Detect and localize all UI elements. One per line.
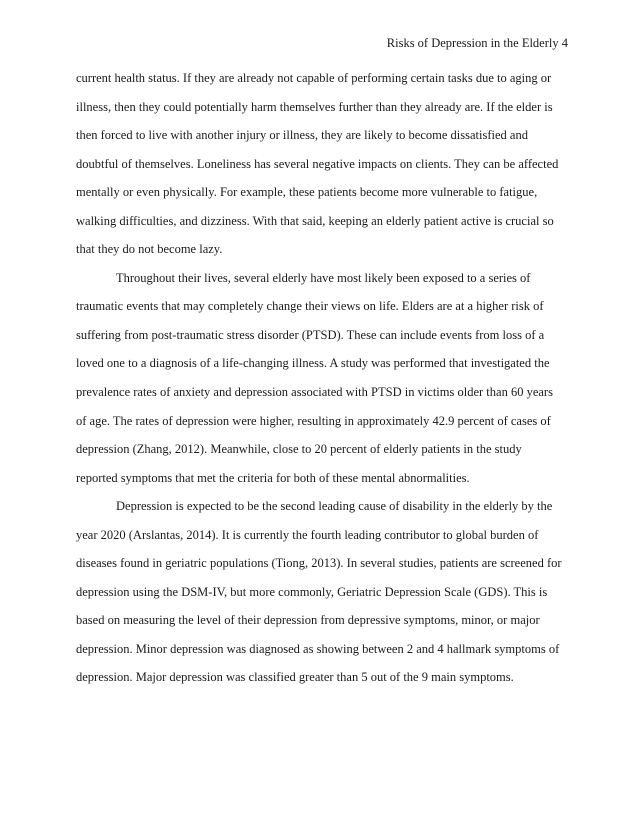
paragraph-2-line-5: prevalence rates of anxiety and depression associated with PTSD in victims older than 60 years — [76, 385, 553, 400]
paragraph-3-line-2: year 2020 (Arslantas, 2014). It is currently the fourth leading contributor to global burden of — [76, 527, 539, 542]
paragraph-1-line-3: then forced to live with another injury or illness, they are likely to become dissatisfied and — [76, 128, 528, 143]
paragraph-2-line-4: loved one to a diagnosis of a life-changing illness. A study was performed that investigated the — [76, 356, 550, 371]
paragraph-2-line-8: reported symptoms that met the criteria for both of these mental abnormalities. — [76, 470, 470, 485]
body-text — [76, 64, 568, 692]
paragraph-3-line-3: diseases found in geriatric populations (Tiong, 2013). In several studies, patients are screened for — [76, 556, 562, 571]
paragraph-3-line-6: depression. Minor depression was diagnosed as showing between 2 and 4 hallmark symptoms of — [76, 641, 560, 656]
paragraph-1-line-5: mentally or even physically. For example, these patients become more vulnerable to fatigue, — [76, 185, 538, 200]
paragraph-2-line-3: suffering from post-traumatic stress disorder (PTSD). These can include events from loss of a — [76, 327, 545, 342]
paragraph-3-line-7: depression. Major depression was classified greater than 5 out of the 9 main symptoms. — [76, 670, 514, 685]
paragraph-1-line-7: that they do not become lazy. — [76, 242, 223, 257]
paragraph-3-line-4: depression using the DSM-IV, but more commonly, Geriatric Depression Scale (GDS). This is — [76, 584, 548, 599]
paragraph-1-line-6: walking difficulties, and dizziness. With that said, keeping an elderly patient active is crucial so — [76, 213, 554, 228]
paragraph-1-line-2: illness, then they could potentially harm themselves further than they already are. If the elder is — [76, 99, 553, 114]
running-head: Risks of Depression in the Elderly 4 — [386, 36, 568, 50]
paragraph-2-line-6: of age. The rates of depression were higher, resulting in approximately 42.9 percent of cases of — [76, 413, 551, 428]
paragraph-3-line-1: Depression is expected to be the second leading cause of disability in the elderly by the — [116, 499, 553, 514]
paragraph-2-line-1: Throughout their lives, several elderly have most likely been exposed to a series of — [116, 270, 531, 285]
paragraph-2-line-7: depression (Zhang, 2012). Meanwhile, close to 20 percent of elderly patients in the study — [76, 442, 522, 457]
paragraph-1-line-1: current health status. If they are already not capable of performing certain tasks due to aging or — [76, 71, 552, 85]
paragraph-1-line-4: doubtful of themselves. Loneliness has several negative impacts on clients. They can be affected — [76, 156, 559, 171]
paragraph-3-line-5: based on measuring the level of their depression from depressive symptoms, minor, or major — [76, 613, 540, 628]
paragraph-2-line-2: traumatic events that may completely change their views on life. Elders are at a higher risk of — [76, 299, 544, 314]
